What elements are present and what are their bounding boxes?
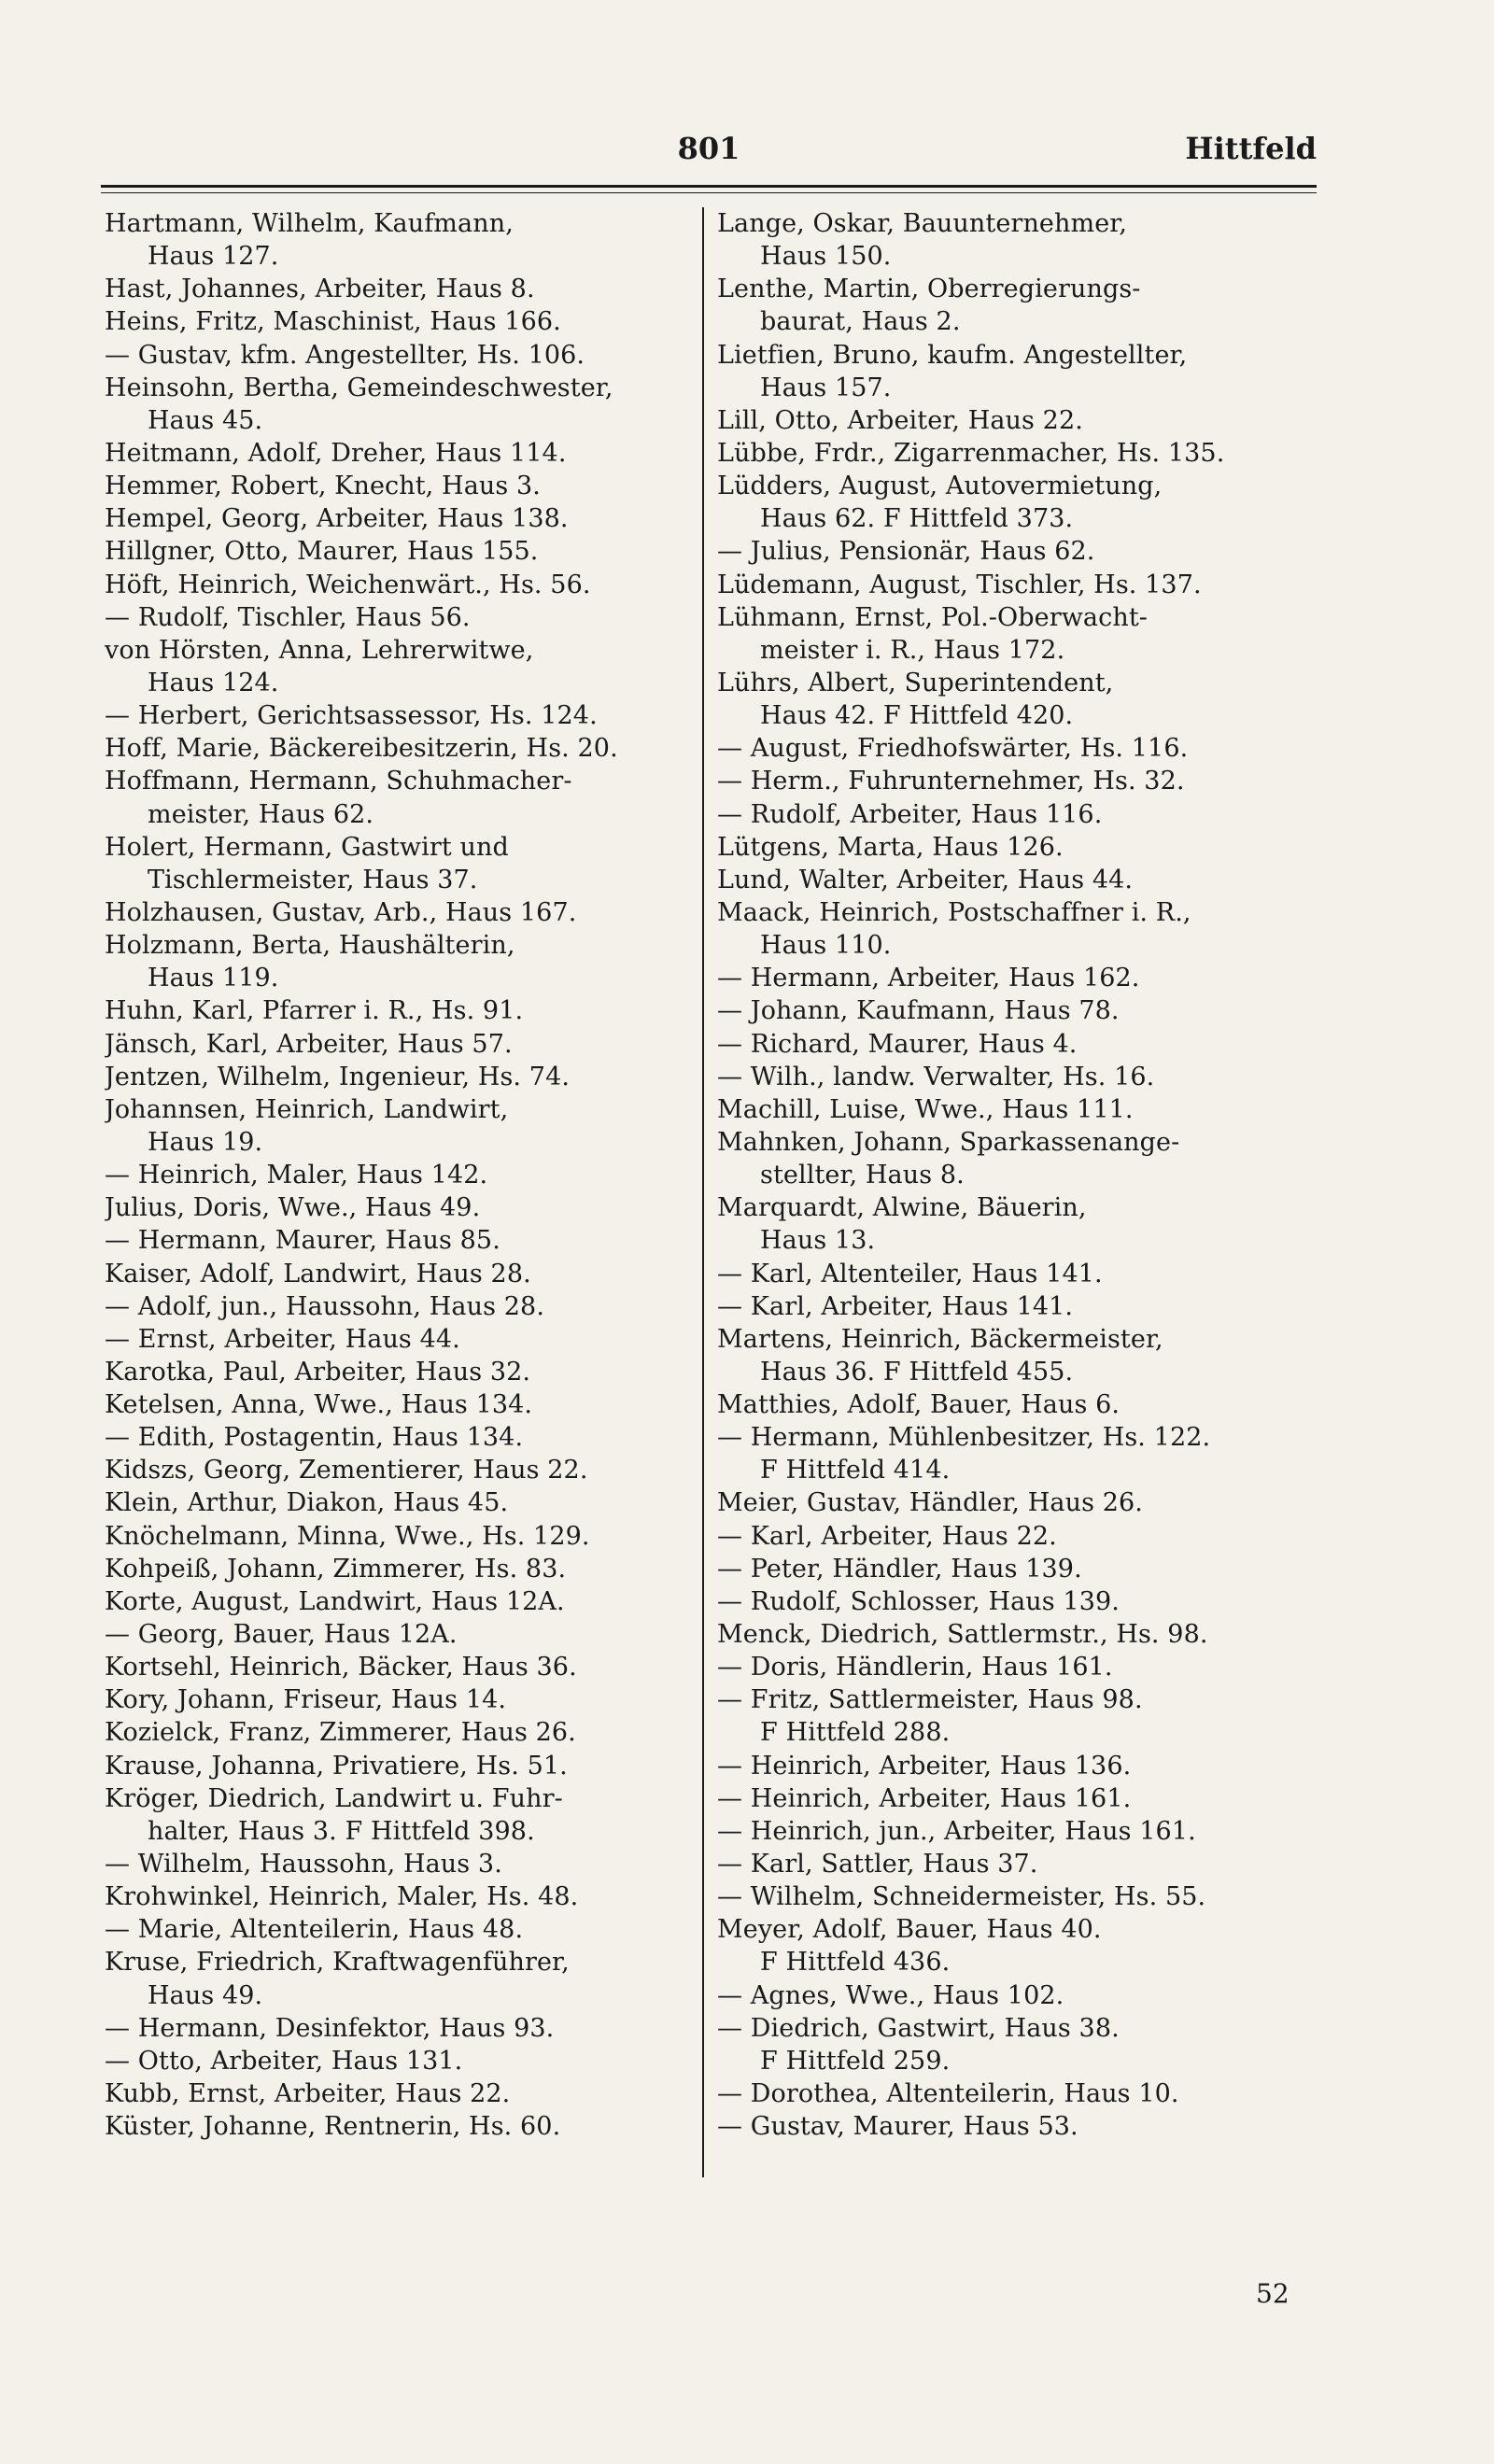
entry-continuation-line: halter, Haus 3. F Hittfeld 398. [148, 1816, 535, 1846]
entry-continuation-line: Haus 62. F Hittfeld 373. [760, 504, 1074, 534]
entry-line: — Otto, Arbeiter, Haus 131. [105, 2046, 463, 2076]
directory-entry [717, 1486, 1305, 1519]
directory-entry [105, 1290, 693, 1323]
directory-entry [717, 994, 1305, 1027]
entry-line: Kubb, Ernst, Arbeiter, Haus 22. [105, 2079, 511, 2109]
entry-line: Lill, Otto, Arbeiter, Haus 22. [717, 405, 1083, 435]
directory-entry [717, 765, 1305, 797]
entry-line: — Wilhelm, Haussohn, Haus 3. [105, 1850, 502, 1880]
entry-line: — Johann, Kaufmann, Haus 78. [717, 996, 1120, 1026]
header-rule-thin [101, 192, 1317, 193]
directory-entry [105, 929, 693, 994]
entry-line: — Rudolf, Schlosser, Haus 139. [717, 1586, 1120, 1616]
entry-line: Kory, Johann, Friseur, Haus 14. [105, 1685, 507, 1715]
entry-line: Lenthe, Martin, Oberregierungs- [717, 275, 1141, 304]
entry-line: Matthies, Adolf, Bauer, Haus 6. [717, 1390, 1120, 1420]
entry-line: Julius, Doris, Wwe., Haus 49. [105, 1193, 481, 1223]
entry-line: Kaiser, Adolf, Landwirt, Haus 28. [105, 1259, 531, 1288]
entry-line: — Rudolf, Tischler, Haus 56. [105, 602, 471, 632]
entry-line: Lund, Walter, Arbeiter, Haus 44. [717, 865, 1134, 894]
directory-entry [717, 569, 1305, 601]
directory-entry [105, 1093, 693, 1159]
directory-entry [105, 437, 693, 470]
directory-entry [717, 667, 1305, 732]
entry-line: Lübbe, Frdr., Zigarrenmacher, Hs. 135. [717, 438, 1225, 468]
directory-entry [105, 1585, 693, 1618]
entry-line: — Gustav, Maurer, Haus 53. [717, 2112, 1078, 2142]
directory-entry [105, 1553, 693, 1585]
entry-continuation-line: stellter, Haus 8. [760, 1161, 965, 1190]
entry-line: — Doris, Händlerin, Haus 161. [717, 1653, 1113, 1683]
entry-line: — Wilh., landw. Verwalter, Hs. 16. [717, 1062, 1155, 1091]
directory-entry [105, 470, 693, 502]
entry-line: Jänsch, Karl, Arbeiter, Haus 57. [105, 1029, 513, 1059]
directory-entry [105, 1716, 693, 1749]
entry-line: Krause, Johanna, Privatiere, Hs. 51. [105, 1751, 568, 1781]
entry-line: — Peter, Händler, Haus 139. [717, 1554, 1082, 1584]
entry-line: Höft, Heinrich, Weichenwärt., Hs. 56. [105, 570, 591, 599]
entry-line: Kohpeiß, Johann, Zimmerer, Hs. 83. [105, 1554, 567, 1584]
entry-line: Hillgner, Otto, Maurer, Haus 155. [105, 537, 539, 567]
entry-line: — Hermann, Mühlenbesitzer, Hs. 122. [717, 1423, 1211, 1453]
directory-entry [717, 535, 1305, 568]
entry-line: Machill, Luise, Wwe., Haus 111. [717, 1094, 1134, 1124]
entry-continuation-line: Haus 42. F Hittfeld 420. [760, 701, 1074, 731]
directory-entry [105, 1323, 693, 1356]
directory-entry [717, 470, 1305, 535]
directory-entry [105, 339, 693, 372]
directory-entry [105, 305, 693, 338]
directory-entry [717, 864, 1305, 896]
entry-line: — Heinrich, jun., Arbeiter, Haus 161. [717, 1816, 1196, 1846]
entry-line: — Heinrich, Arbeiter, Haus 136. [717, 1751, 1132, 1781]
directory-entry [105, 1388, 693, 1421]
directory-entry [105, 1913, 693, 1946]
directory-entry [105, 372, 693, 437]
directory-entry [105, 1421, 693, 1454]
entry-line: Huhn, Karl, Pfarrer i. R., Hs. 91. [105, 996, 524, 1026]
directory-entry [105, 1520, 693, 1553]
directory-entry [717, 896, 1305, 962]
entry-line: Menck, Diedrich, Sattlermstr., Hs. 98. [717, 1620, 1208, 1650]
entry-continuation-line: meister i. R., Haus 172. [760, 635, 1065, 665]
entry-line: Heitmann, Adolf, Dreher, Haus 114. [105, 438, 567, 468]
directory-entry [717, 798, 1305, 831]
entry-line: — Adolf, jun., Haussohn, Haus 28. [105, 1291, 545, 1321]
directory-entry [105, 1848, 693, 1880]
directory-entry [717, 2012, 1305, 2077]
directory-entry [717, 732, 1305, 765]
directory-entry [105, 1061, 693, 1093]
entry-line: Holzmann, Berta, Haushälterin, [105, 931, 515, 961]
left-column [105, 207, 693, 2143]
directory-entry [717, 1520, 1305, 1553]
directory-entry [105, 1946, 693, 2011]
directory-entry [105, 1880, 693, 1913]
column-divider [702, 207, 704, 2177]
entry-line: Heinsohn, Bertha, Gemeindeschwester, [105, 373, 613, 402]
sheet-number: 52 [1256, 2278, 1290, 2309]
directory-entry [717, 1651, 1305, 1683]
entry-continuation-line: meister, Haus 62. [148, 799, 374, 829]
directory-entry [105, 896, 693, 929]
header-rule-thick [101, 185, 1317, 188]
entry-line: Korte, August, Landwirt, Haus 12A. [105, 1586, 565, 1616]
entry-continuation-line: baurat, Haus 2. [760, 307, 961, 337]
directory-entry [105, 2077, 693, 2110]
entry-continuation-line: Haus 150. [760, 242, 892, 272]
directory-entry [717, 1421, 1305, 1486]
directory-entry [717, 1815, 1305, 1848]
entry-line: Marquardt, Alwine, Bäuerin, [717, 1193, 1087, 1223]
entry-line: — Dorothea, Altenteilerin, Haus 10. [717, 2079, 1179, 2109]
directory-entry [105, 1224, 693, 1257]
directory-entry [717, 339, 1305, 404]
directory-entry [105, 1486, 693, 1519]
entry-line: — Rudolf, Arbeiter, Haus 116. [717, 799, 1103, 829]
directory-entry [717, 1093, 1305, 1126]
entry-line: von Hörsten, Anna, Lehrerwitwe, [105, 635, 534, 665]
directory-entry [717, 1126, 1305, 1191]
directory-entry [105, 502, 693, 535]
entry-line: — Wilhelm, Schneidermeister, Hs. 55. [717, 1882, 1206, 1912]
entry-line: Hempel, Georg, Arbeiter, Haus 138. [105, 504, 569, 534]
entry-line: — Diedrich, Gastwirt, Haus 38. [717, 2013, 1120, 2043]
directory-entry [717, 1848, 1305, 1880]
entry-line: — Hermann, Desinfektor, Haus 93. [105, 2013, 555, 2043]
directory-entry [717, 1880, 1305, 1913]
entry-line: Holzhausen, Gustav, Arb., Haus 167. [105, 897, 577, 927]
entry-line: Lührs, Albert, Superintendent, [717, 668, 1114, 697]
running-head-place: Hittfeld [1185, 131, 1317, 166]
entry-line: Karotka, Paul, Arbeiter, Haus 32. [105, 1357, 531, 1387]
entry-line: — Karl, Altenteiler, Haus 141. [717, 1259, 1103, 1288]
entry-line: Krohwinkel, Heinrich, Maler, Hs. 48. [105, 1882, 579, 1912]
directory-entry [105, 2110, 693, 2143]
entry-line: — Herm., Fuhrunternehmer, Hs. 32. [717, 767, 1185, 796]
directory-entry [717, 1191, 1305, 1257]
entry-line: — Karl, Arbeiter, Haus 22. [717, 1521, 1057, 1551]
directory-entry [717, 1618, 1305, 1651]
entry-line: Martens, Heinrich, Bäckermeister, [717, 1324, 1163, 1354]
entry-line: Johannsen, Heinrich, Landwirt, [105, 1094, 509, 1124]
directory-entry [717, 1290, 1305, 1323]
directory-entry [717, 2077, 1305, 2110]
directory-entry [105, 765, 693, 830]
entry-line: — Agnes, Wwe., Haus 102. [717, 1980, 1064, 2010]
entry-continuation-line: Haus 157. [760, 373, 892, 402]
entry-line: — Georg, Bauer, Haus 12A. [105, 1620, 458, 1650]
directory-entry [105, 1454, 693, 1486]
page-header [101, 131, 1317, 177]
entry-line: Jentzen, Wilhelm, Ingenieur, Hs. 74. [105, 1062, 571, 1091]
entry-line: Lietfien, Bruno, kaufm. Angestellter, [717, 340, 1188, 370]
entry-line: Ketelsen, Anna, Wwe., Haus 134. [105, 1390, 533, 1420]
directory-entry [105, 831, 693, 896]
entry-line: — Hermann, Arbeiter, Haus 162. [717, 964, 1140, 993]
right-column [717, 207, 1305, 2143]
directory-entry [105, 1356, 693, 1388]
entry-line: — Karl, Arbeiter, Haus 141. [717, 1291, 1074, 1321]
directory-entry [717, 831, 1305, 864]
entry-line: Meyer, Adolf, Bauer, Haus 40. [717, 1915, 1102, 1945]
entry-line: — Herbert, Gerichtsassessor, Hs. 124. [105, 701, 598, 731]
entry-line: Hoffmann, Hermann, Schuhmacher- [105, 767, 572, 796]
entry-continuation-line: Haus 13. [760, 1226, 876, 1256]
entry-line: Meier, Gustav, Händler, Haus 26. [717, 1488, 1143, 1518]
entry-line: Kidszs, Georg, Zementierer, Haus 22. [105, 1456, 588, 1485]
entry-line: Maack, Heinrich, Postschaffner i. R., [717, 897, 1191, 927]
entry-continuation-line: Haus 119. [148, 964, 279, 993]
directory-entry [717, 404, 1305, 437]
entry-line: Kortsehl, Heinrich, Bäcker, Haus 36. [105, 1653, 577, 1683]
directory-entry [717, 1913, 1305, 1978]
directory-entry [717, 1683, 1305, 1749]
directory-entry [105, 1782, 693, 1848]
directory-entry [105, 569, 693, 601]
entry-line: Kozielck, Franz, Zimmerer, Haus 26. [105, 1718, 576, 1748]
entry-line: Kruse, Friedrich, Kraftwagenführer, [105, 1948, 570, 1978]
entry-continuation-line: Haus 110. [760, 931, 892, 961]
entry-line: Hast, Johannes, Arbeiter, Haus 8. [105, 275, 535, 304]
directory-entry [105, 1618, 693, 1651]
entry-line: — Julius, Pensionär, Haus 62. [717, 537, 1095, 567]
directory-entry [717, 207, 1305, 273]
entry-line: Lütgens, Marta, Haus 126. [717, 832, 1064, 862]
entry-line: — Gustav, kfm. Angestellter, Hs. 106. [105, 340, 585, 370]
entry-continuation-line: F Hittfeld 288. [760, 1718, 951, 1748]
entry-line: — Karl, Sattler, Haus 37. [717, 1850, 1038, 1880]
directory-entry [105, 699, 693, 732]
directory-entry [105, 1750, 693, 1782]
directory-entry [717, 1028, 1305, 1061]
entry-line: — August, Friedhofswärter, Hs. 116. [717, 734, 1189, 764]
entry-line: Lüdders, August, Autovermietung, [717, 472, 1163, 501]
directory-entry [105, 634, 693, 699]
directory-entry [717, 1979, 1305, 2012]
entry-line: — Hermann, Maurer, Haus 85. [105, 1226, 500, 1256]
directory-entry [717, 1258, 1305, 1290]
entry-line: Lühmann, Ernst, Pol.-Oberwacht- [717, 602, 1148, 632]
entry-line: Küster, Johanne, Rentnerin, Hs. 60. [105, 2112, 561, 2142]
entry-line: Kröger, Diedrich, Landwirt u. Fuhr- [105, 1783, 563, 1813]
directory-entry [717, 437, 1305, 470]
entry-line: — Heinrich, Arbeiter, Haus 161. [717, 1783, 1132, 1813]
page-number: 801 [677, 131, 740, 166]
entry-line: — Fritz, Sattlermeister, Haus 98. [717, 1685, 1143, 1715]
directory-entry [105, 207, 693, 273]
entry-line: Mahnken, Johann, Sparkassenange- [717, 1127, 1180, 1157]
directory-entry [717, 273, 1305, 338]
entry-continuation-line: Haus 124. [148, 668, 279, 697]
directory-entry [717, 1388, 1305, 1421]
entry-line: — Heinrich, Maler, Haus 142. [105, 1161, 488, 1190]
entry-line: Lange, Oskar, Bauunternehmer, [717, 209, 1127, 238]
entry-line: — Edith, Postagentin, Haus 134. [105, 1423, 524, 1453]
directory-entry [717, 1061, 1305, 1093]
directory-entry [105, 1651, 693, 1683]
directory-entry [717, 1323, 1305, 1388]
directory-entry [105, 2045, 693, 2077]
directory-entry [105, 994, 693, 1027]
directory-entry [717, 1750, 1305, 1782]
entry-continuation-line: Haus 19. [148, 1127, 263, 1157]
directory-entry [717, 2110, 1305, 2143]
directory-entry [105, 2012, 693, 2045]
entry-continuation-line: Haus 36. F Hittfeld 455. [760, 1357, 1074, 1387]
directory-entry [105, 1159, 693, 1191]
directory-entry [717, 962, 1305, 994]
entry-line: — Ernst, Arbeiter, Haus 44. [105, 1324, 460, 1354]
directory-entry [717, 1585, 1305, 1618]
directory-entry [105, 1683, 693, 1716]
entry-line: — Richard, Maurer, Haus 4. [717, 1029, 1078, 1059]
entry-line: — Marie, Altenteilerin, Haus 48. [105, 1915, 524, 1945]
entry-continuation-line: F Hittfeld 436. [760, 1948, 951, 1978]
entry-line: Hartmann, Wilhelm, Kaufmann, [105, 209, 514, 238]
directory-entry [717, 1553, 1305, 1585]
directory-entry [105, 732, 693, 765]
entry-continuation-line: F Hittfeld 259. [760, 2046, 951, 2076]
directory-entry [717, 601, 1305, 667]
directory-entry [717, 1782, 1305, 1815]
directory-entry [105, 273, 693, 305]
directory-entry [105, 1028, 693, 1061]
entry-continuation-line: Tischlermeister, Haus 37. [148, 865, 478, 894]
entry-line: Holert, Hermann, Gastwirt und [105, 832, 509, 862]
directory-entry [105, 1258, 693, 1290]
entry-line: Knöchelmann, Minna, Wwe., Hs. 129. [105, 1521, 590, 1551]
directory-entry [105, 535, 693, 568]
entry-continuation-line: Haus 45. [148, 405, 263, 435]
directory-entry [105, 601, 693, 634]
entry-line: Lüdemann, August, Tischler, Hs. 137. [717, 570, 1202, 599]
entry-continuation-line: Haus 127. [148, 242, 279, 272]
directory-entry [105, 1191, 693, 1224]
entry-line: Klein, Arthur, Diakon, Haus 45. [105, 1488, 509, 1518]
entry-line: Hoff, Marie, Bäckereibesitzerin, Hs. 20. [105, 734, 618, 764]
entry-continuation-line: F Hittfeld 414. [760, 1456, 951, 1485]
entry-line: Hemmer, Robert, Knecht, Haus 3. [105, 472, 541, 501]
entry-continuation-line: Haus 49. [148, 1980, 263, 2010]
entry-line: Heins, Fritz, Maschinist, Haus 166. [105, 307, 561, 337]
